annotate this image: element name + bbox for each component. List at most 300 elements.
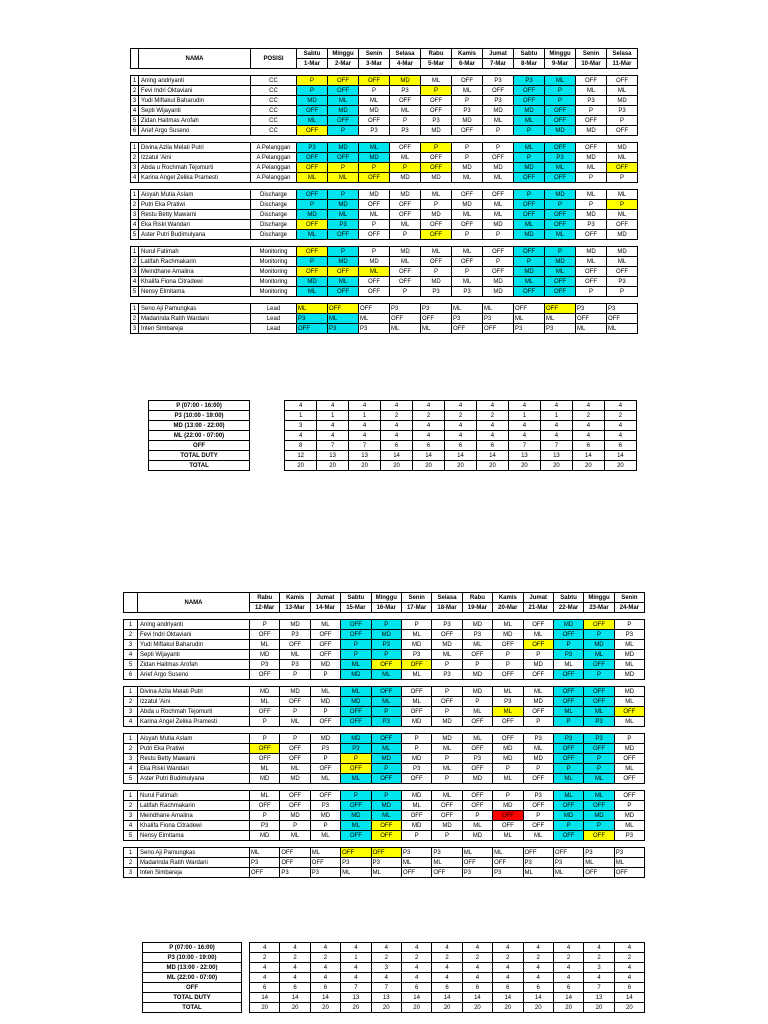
shift-cell: P xyxy=(421,143,452,153)
shift-cell: OFF xyxy=(493,811,523,821)
shift-cell: ML xyxy=(514,277,545,287)
shift-cell: P xyxy=(421,267,452,277)
shift-cell: ML xyxy=(401,670,431,680)
summary-value: 4 xyxy=(280,963,310,973)
shift-cell: OFF xyxy=(371,821,401,831)
shift-cell: MD xyxy=(371,754,401,764)
shift-cell: MD xyxy=(341,811,371,821)
table-row xyxy=(124,630,645,640)
schedule-table-march-12-24 xyxy=(123,592,645,878)
shift-cell: ML xyxy=(280,650,310,660)
shift-cell: OFF xyxy=(523,774,553,784)
shift-cell: P xyxy=(584,754,614,764)
summary-label: TOTAL xyxy=(143,1003,242,1013)
shift-cell: MD xyxy=(483,277,514,287)
shift-cell: OFF xyxy=(452,257,483,267)
group-spacer xyxy=(131,183,638,190)
shift-cell: OFF xyxy=(607,126,638,136)
shift-cell: P3 xyxy=(523,734,553,744)
summary-value: 6 xyxy=(401,983,431,993)
summary-value: 4 xyxy=(371,973,401,983)
shift-cell: P xyxy=(371,764,401,774)
shift-cell: MD xyxy=(432,821,462,831)
table-row xyxy=(131,163,638,173)
shift-cell: OFF xyxy=(390,210,421,220)
table-row xyxy=(131,116,638,126)
summary-value: 12 xyxy=(285,451,317,461)
shift-cell: ML xyxy=(371,868,401,878)
shift-cell: ML xyxy=(359,210,390,220)
shift-cell: ML xyxy=(359,314,390,324)
shift-cell: P xyxy=(297,76,328,86)
header-date: 9-Mar xyxy=(545,59,576,69)
shift-cell: MD xyxy=(310,697,340,707)
shift-cell: P xyxy=(341,640,371,650)
shift-cell: ML xyxy=(483,116,514,126)
shift-cell: MD xyxy=(280,620,310,630)
shift-cell: P xyxy=(483,126,514,136)
shift-cell: ML xyxy=(614,821,644,831)
table-row xyxy=(124,660,645,670)
shift-cell: P3 xyxy=(359,126,390,136)
employee-name: Madarinda Ratih Wardani xyxy=(139,314,251,324)
summary-value: 4 xyxy=(413,421,445,431)
shift-cell: OFF xyxy=(280,858,310,868)
summary-value: 4 xyxy=(310,973,340,983)
summary-value: 14 xyxy=(250,993,280,1003)
summary-value: 2 xyxy=(250,953,280,963)
summary-value: 2 xyxy=(572,411,604,421)
shift-cell: OFF xyxy=(584,660,614,670)
shift-cell: ML xyxy=(614,640,644,650)
shift-cell: ML xyxy=(493,774,523,784)
shift-cell: P3 xyxy=(584,717,614,727)
shift-cell: OFF xyxy=(250,744,280,754)
shift-cell: P xyxy=(483,230,514,240)
shift-cell: P xyxy=(250,620,280,630)
employee-name: Aster Putri Budimulyana xyxy=(138,774,250,784)
shift-cell: ML xyxy=(328,96,359,106)
shift-cell: MD xyxy=(401,754,431,764)
shift-cell: MD xyxy=(462,687,492,697)
header-day: Jumat xyxy=(523,593,553,603)
shift-cell: OFF xyxy=(523,640,553,650)
row-number: 1 xyxy=(131,304,139,314)
summary-value: 2 xyxy=(476,411,508,421)
row-number: 6 xyxy=(131,126,139,136)
shift-cell: OFF xyxy=(553,697,583,707)
table-row xyxy=(124,764,645,774)
summary-value: 14 xyxy=(462,993,492,1003)
header-date: 8-Mar xyxy=(514,59,545,69)
shift-cell: MD xyxy=(401,640,431,650)
shift-cell: P3 xyxy=(576,220,607,230)
shift-cell: ML xyxy=(341,687,371,697)
summary-value: 2 xyxy=(413,411,445,421)
employee-position: Discharge xyxy=(251,210,297,220)
shift-cell: ML xyxy=(553,660,583,670)
shift-cell: MD xyxy=(514,267,545,277)
summary-value: 4 xyxy=(250,943,280,953)
shift-cell: P xyxy=(371,620,401,630)
shift-cell: OFF xyxy=(359,76,390,86)
shift-cell: ML xyxy=(401,630,431,640)
shift-cell: MD xyxy=(310,734,340,744)
shift-cell: ML xyxy=(462,707,492,717)
shift-cell: P3 xyxy=(523,858,553,868)
row-number: 3 xyxy=(131,96,139,106)
shift-cell: MD xyxy=(280,811,310,821)
shift-cell: MD xyxy=(297,210,328,220)
summary-value: 1 xyxy=(317,411,349,421)
shift-cell: MD xyxy=(576,210,607,220)
summary-gap xyxy=(250,401,285,411)
shift-cell: ML xyxy=(280,717,310,727)
employee-name: Nensy Elmitama xyxy=(139,287,251,297)
shift-cell: P xyxy=(493,791,523,801)
header-day: Kamis xyxy=(280,593,310,603)
summary-label: ML (22:00 - 07:00) xyxy=(149,431,250,441)
shift-cell: OFF xyxy=(462,764,492,774)
shift-cell: OFF xyxy=(553,687,583,697)
table-row xyxy=(124,640,645,650)
shift-cell: P3 xyxy=(483,76,514,86)
summary-value: 7 xyxy=(584,983,614,993)
shift-cell: ML xyxy=(576,190,607,200)
shift-cell: P xyxy=(359,247,390,257)
summary-row xyxy=(149,401,637,411)
shift-cell: MD xyxy=(607,143,638,153)
shift-cell: MD xyxy=(432,640,462,650)
shift-cell: OFF xyxy=(514,247,545,257)
employee-position: A Pelanggan xyxy=(251,173,297,183)
header-date: 11-Mar xyxy=(607,59,638,69)
row-number: 4 xyxy=(131,220,139,230)
shift-cell: P xyxy=(432,707,462,717)
row-number: 5 xyxy=(131,230,139,240)
employee-name: Nensy Elmitama xyxy=(138,831,250,841)
schedule-table-march-1-11 xyxy=(130,48,638,334)
shift-cell: OFF xyxy=(452,126,483,136)
employee-name: Inten Simbareja xyxy=(139,324,251,334)
shift-cell: OFF xyxy=(359,230,390,240)
summary-gap xyxy=(242,993,250,1003)
table-row xyxy=(124,717,645,727)
header-day: Senin xyxy=(359,49,390,59)
row-number: 2 xyxy=(131,314,139,324)
shift-cell: ML xyxy=(328,173,359,183)
shift-cell: MD xyxy=(359,106,390,116)
shift-cell: ML xyxy=(553,791,583,801)
shift-cell: OFF xyxy=(328,304,359,314)
header-no xyxy=(124,593,138,613)
shift-cell: OFF xyxy=(297,220,328,230)
shift-cell: P xyxy=(297,257,328,267)
shift-cell: ML xyxy=(523,744,553,754)
summary-value: 6 xyxy=(614,983,644,993)
row-number: 2 xyxy=(131,86,139,96)
employee-name: Aning andriyanti xyxy=(138,620,250,630)
summary-value: 14 xyxy=(432,993,462,1003)
header-date: 23-Mar xyxy=(584,603,614,613)
shift-cell: ML xyxy=(310,620,340,630)
shift-cell: P3 xyxy=(483,96,514,106)
summary-row xyxy=(143,973,645,983)
summary-value: 4 xyxy=(310,943,340,953)
shift-cell: P3 xyxy=(371,717,401,727)
row-number: 4 xyxy=(124,764,138,774)
shift-cell: OFF xyxy=(421,153,452,163)
summary-value: 4 xyxy=(604,431,636,441)
summary-value: 20 xyxy=(371,1003,401,1013)
summary-value: 20 xyxy=(341,1003,371,1013)
shift-cell: P3 xyxy=(280,630,310,640)
shift-cell: P xyxy=(371,650,401,660)
shift-cell: ML xyxy=(584,650,614,660)
shift-cell: P3 xyxy=(493,697,523,707)
employee-name: Zidan Haitmas Arofah xyxy=(138,660,250,670)
shift-cell: P xyxy=(452,153,483,163)
shift-cell: OFF xyxy=(607,163,638,173)
shift-cell: OFF xyxy=(493,640,523,650)
summary-value: 4 xyxy=(432,973,462,983)
summary-value: 14 xyxy=(493,993,523,1003)
header-date: 21-Mar xyxy=(523,603,553,613)
shift-cell: OFF xyxy=(328,230,359,240)
shift-cell: ML xyxy=(584,858,614,868)
summary-value: 4 xyxy=(317,431,349,441)
table-row xyxy=(131,143,638,153)
table-row xyxy=(124,791,645,801)
employee-name: Zidan Haitmas Arofah xyxy=(139,116,251,126)
shift-cell: P3 xyxy=(250,660,280,670)
shift-cell: ML xyxy=(514,143,545,153)
shift-cell: P xyxy=(452,267,483,277)
summary-value: 7 xyxy=(341,983,371,993)
shift-cell: P3 xyxy=(341,744,371,754)
shift-cell: P xyxy=(462,660,492,670)
header-day: Rabu xyxy=(462,593,492,603)
shift-cell: P3 xyxy=(280,660,310,670)
shift-cell: MD xyxy=(297,277,328,287)
shift-cell: OFF xyxy=(483,153,514,163)
summary-value: 2 xyxy=(523,953,553,963)
row-number: 3 xyxy=(124,640,138,650)
summary-row xyxy=(149,431,637,441)
shift-cell: P3 xyxy=(483,314,514,324)
shift-cell: MD xyxy=(614,811,644,821)
employee-position: CC xyxy=(251,126,297,136)
shift-cell: OFF xyxy=(452,76,483,86)
employee-name: Madarinda Ratih Wardani xyxy=(138,858,250,868)
shift-cell: OFF xyxy=(359,277,390,287)
summary-value: 3 xyxy=(371,963,401,973)
shift-cell: OFF xyxy=(607,76,638,86)
shift-cell: ML xyxy=(432,764,462,774)
shift-cell: P xyxy=(576,200,607,210)
shift-cell: OFF xyxy=(432,868,462,878)
shift-cell: ML xyxy=(483,304,514,314)
summary-value: 20 xyxy=(476,461,508,471)
shift-cell: P3 xyxy=(584,848,614,858)
row-number: 2 xyxy=(131,153,139,163)
summary-value: 13 xyxy=(508,451,540,461)
shift-cell: P xyxy=(576,173,607,183)
shift-cell: MD xyxy=(432,717,462,727)
shift-cell: OFF xyxy=(514,173,545,183)
shift-cell: OFF xyxy=(545,277,576,287)
shift-cell: ML xyxy=(297,116,328,126)
shift-cell: MD xyxy=(462,620,492,630)
summary-value: 6 xyxy=(553,983,583,993)
employee-name: Aisyah Mutia Aslam xyxy=(139,190,251,200)
shift-cell: OFF xyxy=(545,304,576,314)
summary-value: 14 xyxy=(523,993,553,1003)
row-number: 1 xyxy=(131,247,139,257)
summary-value: 4 xyxy=(614,943,644,953)
shift-cell: MD xyxy=(359,153,390,163)
shift-cell: MD xyxy=(328,106,359,116)
shift-cell: OFF xyxy=(341,831,371,841)
shift-cell: OFF xyxy=(297,190,328,200)
header-date: 19-Mar xyxy=(462,603,492,613)
table-row xyxy=(131,220,638,230)
shift-cell: ML xyxy=(607,190,638,200)
employee-name: Latifah Rachmakarin xyxy=(139,257,251,267)
table-row xyxy=(131,277,638,287)
employee-name: Khalifa Fiona Citradewi xyxy=(138,821,250,831)
shift-cell: OFF xyxy=(310,640,340,650)
shift-cell: P xyxy=(280,821,310,831)
shift-cell: P3 xyxy=(310,744,340,754)
summary-label: P3 (10:00 - 19:00) xyxy=(143,953,242,963)
shift-cell: ML xyxy=(341,774,371,784)
shift-cell: P xyxy=(421,200,452,210)
table-row xyxy=(131,86,638,96)
table-row xyxy=(124,858,645,868)
header-date: 13-Mar xyxy=(280,603,310,613)
shift-cell: ML xyxy=(310,774,340,784)
shift-cell: OFF xyxy=(553,630,583,640)
shift-cell: MD xyxy=(421,173,452,183)
row-number: 2 xyxy=(131,257,139,267)
shift-cell: OFF xyxy=(483,190,514,200)
shift-cell: ML xyxy=(614,717,644,727)
summary-value: 4 xyxy=(349,421,381,431)
shift-cell: ML xyxy=(514,116,545,126)
table-row xyxy=(131,324,638,334)
shift-cell: ML xyxy=(359,143,390,153)
summary-value: 4 xyxy=(508,431,540,441)
summary-value: 4 xyxy=(476,401,508,411)
employee-name: Karina Angel Zelika Pramesti xyxy=(139,173,251,183)
shift-cell: OFF xyxy=(401,868,431,878)
shift-cell: OFF xyxy=(462,801,492,811)
shift-cell: OFF xyxy=(607,220,638,230)
summary-value: 2 xyxy=(432,953,462,963)
shift-cell: MD xyxy=(545,190,576,200)
summary-value: 3 xyxy=(285,421,317,431)
summary-gap xyxy=(242,1003,250,1013)
shift-cell: P xyxy=(250,734,280,744)
summary-value: 4 xyxy=(493,943,523,953)
row-number: 4 xyxy=(124,650,138,660)
employee-name: Nurul Fatimah xyxy=(139,247,251,257)
shift-cell: ML xyxy=(545,230,576,240)
row-number: 1 xyxy=(131,76,139,86)
table-row xyxy=(131,257,638,267)
shift-cell: P xyxy=(584,670,614,680)
header-day: Selasa xyxy=(432,593,462,603)
shift-cell: MD xyxy=(328,143,359,153)
shift-cell: P3 xyxy=(328,220,359,230)
shift-cell: MD xyxy=(483,220,514,230)
shift-cell: OFF xyxy=(310,717,340,727)
summary-value: 7 xyxy=(317,441,349,451)
row-number: 2 xyxy=(124,744,138,754)
shift-cell: P xyxy=(310,670,340,680)
summary-value: 2 xyxy=(604,411,636,421)
shift-cell: MD xyxy=(483,163,514,173)
shift-cell: OFF xyxy=(310,764,340,774)
shift-cell: OFF xyxy=(514,96,545,106)
row-number: 1 xyxy=(124,791,138,801)
summary-value: 6 xyxy=(280,983,310,993)
shift-cell: OFF xyxy=(328,116,359,126)
employee-name: Arief Argo Suseno xyxy=(139,126,251,136)
shift-cell: MD xyxy=(493,801,523,811)
row-number: 1 xyxy=(124,620,138,630)
summary-value: 6 xyxy=(604,441,636,451)
shift-cell: P xyxy=(545,200,576,210)
shift-cell: P xyxy=(514,126,545,136)
table-row xyxy=(124,687,645,697)
header-date: 4-Mar xyxy=(390,59,421,69)
employee-name: Eka Riski Wandari xyxy=(139,220,251,230)
shift-cell: ML xyxy=(607,324,638,334)
shift-cell: OFF xyxy=(584,687,614,697)
summary-value: 20 xyxy=(250,1003,280,1013)
summary-gap xyxy=(250,411,285,421)
header-day: Jumat xyxy=(310,593,340,603)
shift-cell: ML xyxy=(421,190,452,200)
summary-value: 20 xyxy=(462,1003,492,1013)
shift-cell: P xyxy=(576,287,607,297)
summary-value: 14 xyxy=(614,993,644,1003)
employee-name: Aning andriyanti xyxy=(139,76,251,86)
employee-position: CC xyxy=(251,96,297,106)
table-row xyxy=(131,106,638,116)
shift-cell: OFF xyxy=(280,640,310,650)
shift-cell: ML xyxy=(328,277,359,287)
shift-cell: OFF xyxy=(523,801,553,811)
shift-cell: P xyxy=(493,764,523,774)
shift-cell: ML xyxy=(250,640,280,650)
shift-cell: P3 xyxy=(341,858,371,868)
shift-cell: OFF xyxy=(421,163,452,173)
shift-cell: P xyxy=(553,717,583,727)
shift-cell: MD xyxy=(607,247,638,257)
shift-cell: ML xyxy=(250,791,280,801)
shift-cell: P xyxy=(371,791,401,801)
summary-value: 20 xyxy=(508,461,540,471)
shift-cell: MD xyxy=(576,126,607,136)
row-number: 5 xyxy=(124,774,138,784)
shift-cell: ML xyxy=(280,831,310,841)
summary-value: 4 xyxy=(413,431,445,441)
shift-cell: MD xyxy=(328,257,359,267)
group-spacer xyxy=(131,297,638,304)
